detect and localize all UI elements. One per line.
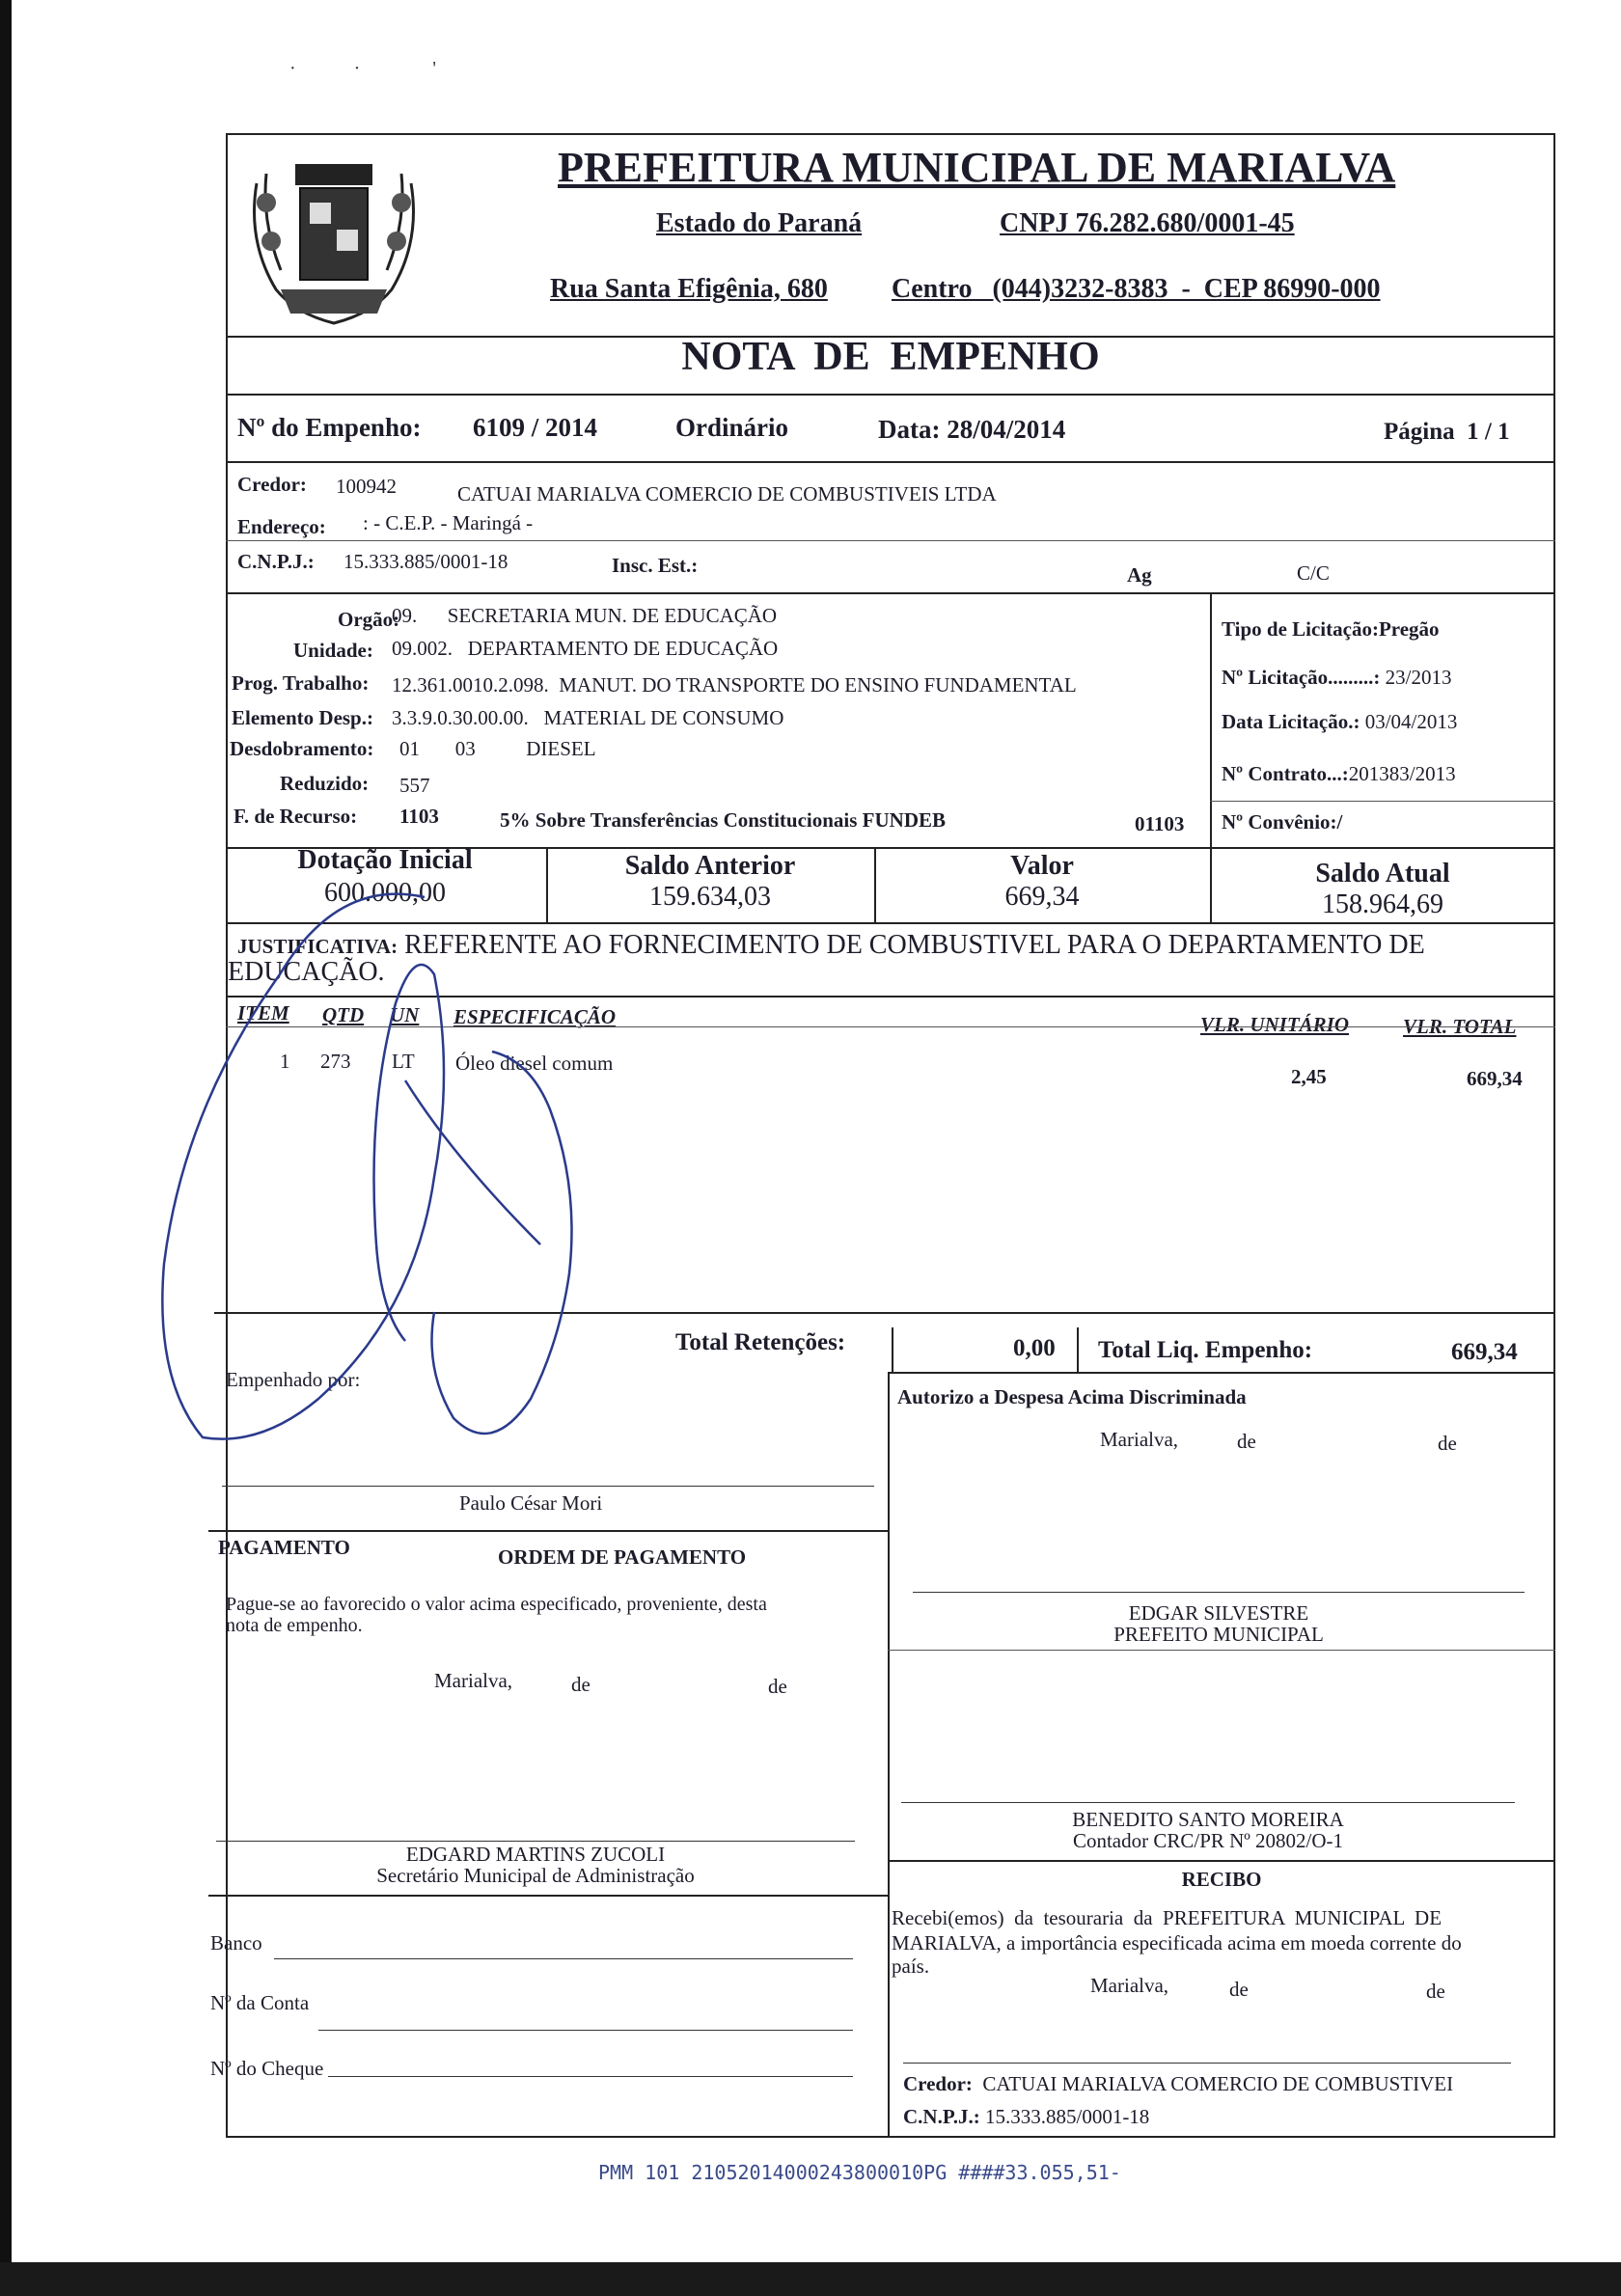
autorizo-marialva: Marialva, [1100, 1428, 1179, 1451]
autorizo-de-2: de [1438, 1432, 1457, 1455]
ordem-pagamento-label: ORDEM DE PAGAMENTO [498, 1545, 747, 1569]
liquido-value: 669,34 [1451, 1339, 1518, 1365]
item-unit: LT [392, 1050, 415, 1073]
secretario-cargo: Secretário Municipal de Administração [376, 1864, 695, 1887]
saldo-atual-label: Saldo Atual [1315, 859, 1450, 888]
valor-value: 669,34 [1004, 882, 1080, 912]
recibo-line-3: país. [892, 1954, 930, 1978]
banco-line [274, 1958, 853, 1959]
cheque-line [328, 2076, 853, 2077]
signature-line [216, 1841, 855, 1842]
divider [226, 540, 1555, 541]
divider [208, 1895, 890, 1897]
scan-marks: · · ' [289, 58, 436, 79]
divider [892, 1327, 893, 1372]
recibo-line-2: MARIALVA, a importância especificada acima em moeda corrente do [892, 1931, 1462, 1954]
scan-border-left [0, 0, 12, 2296]
item-qty: 273 [320, 1050, 351, 1073]
pague-text-2: nota de empenho. [226, 1615, 363, 1636]
licitacao-date-label: Data Licitação.: [1222, 710, 1360, 733]
licitacao-number-value: 23/2013 [1385, 666, 1452, 689]
convenio: Nº Convênio:/ [1222, 810, 1343, 834]
contrato-label: Nº Contrato...: [1222, 762, 1349, 785]
divider [1210, 592, 1212, 849]
page-number: Página 1 / 1 [1384, 419, 1510, 445]
recibo-de-1: de [1229, 1978, 1249, 2001]
municipality-title: PREFEITURA MUNICIPAL DE MARIALVA [558, 144, 1396, 191]
divider [1210, 801, 1555, 802]
prefeito-nome: EDGAR SILVESTRE [1128, 1601, 1309, 1625]
divider [888, 1650, 1555, 1651]
recurso-label: F. de Recurso: [234, 805, 358, 828]
credor-address: : - C.E.P. - Maringá - [363, 511, 534, 534]
divider [888, 1372, 1555, 1374]
orgao-value: 09. SECRETARIA MUN. DE EDUCAÇÃO [392, 604, 778, 627]
reduzido-label: Reduzido: [280, 772, 370, 795]
retencoes-value: 0,00 [1013, 1335, 1056, 1361]
reduzido-value: 557 [399, 774, 430, 797]
empenho-label: Nº do Empenho: [237, 413, 422, 442]
credor-label: Credor: [237, 473, 307, 496]
pagamento-label: PAGAMENTO [218, 1536, 350, 1559]
secretario-nome: EDGARD MARTINS ZUCOLI [405, 1843, 666, 1866]
prog-value: 12.361.0010.2.098. MANUT. DO TRANSPORTE DO ENSINO FUNDAMENTAL [392, 673, 1077, 697]
desdobramento-value: 01 03 DIESEL [399, 737, 596, 760]
elemento-value: 3.3.9.0.30.00.00. MATERIAL DE CONSUMO [392, 706, 784, 729]
cheque-label: Nº do Cheque [210, 2057, 324, 2080]
credor-cnpj: 15.333.885/0001-18 [343, 550, 508, 573]
unidade-value: 09.002. DEPARTAMENTO DE EDUCAÇÃO [392, 637, 779, 660]
licitacao-date [1222, 710, 1457, 734]
licitacao-number-label: Nº Licitação.........: [1222, 666, 1381, 689]
divider [226, 394, 1555, 396]
scan-border-bottom [0, 2262, 1621, 2296]
empenho-type: Ordinário [675, 413, 789, 442]
state-name: Estado do Paraná [656, 208, 863, 238]
cnpj-label: C.N.P.J.: [237, 550, 315, 573]
cc-label: C/C [1297, 561, 1330, 585]
pagamento-de-1: de [571, 1673, 591, 1696]
dotacao-label: Dotação Inicial [297, 845, 473, 875]
signature-line [903, 2063, 1511, 2064]
licitacao-number [1222, 666, 1452, 690]
justificativa-text-2: EDUCAÇÃO. [228, 957, 385, 987]
contrato-number [1222, 762, 1456, 786]
valor-label: Valor [1010, 851, 1074, 881]
recibo-credor [903, 2072, 1453, 2096]
item-spec: Óleo diesel comum [455, 1052, 614, 1075]
insc-label: Insc. Est.: [612, 554, 699, 577]
divider [208, 1530, 890, 1532]
recurso-code: 1103 [399, 805, 439, 828]
credor-name: CATUAI MARIALVA COMERCIO DE COMBUSTIVEIS LTDA [457, 482, 997, 506]
conta-line [318, 2030, 853, 2031]
saldo-atual-value: 158.964,69 [1322, 889, 1443, 919]
empenho-date: Data: 28/04/2014 [878, 415, 1066, 444]
justificativa-label: JUSTIFICATIVA: [237, 935, 398, 958]
desdobramento-label: Desdobramento: [230, 737, 374, 760]
elemento-label: Elemento Desp.: [232, 706, 373, 729]
divider [1077, 1327, 1079, 1372]
recibo-title: RECIBO [1181, 1868, 1262, 1891]
document-title: NOTA DE EMPENHO [681, 335, 1100, 379]
retencoes-label: Total Retenções: [675, 1329, 846, 1355]
recurso-description: 5% Sobre Transferências Constitucionais FUNDEB [500, 808, 947, 832]
autorizo-de-1: de [1237, 1430, 1256, 1453]
empenho-number: 6109 / 2014 [473, 413, 598, 442]
recibo-credor-label: Credor: [903, 2072, 973, 2095]
header-cnpj: CNPJ 76.282.680/0001-45 [1000, 208, 1295, 238]
ag-label: Ag [1127, 563, 1152, 587]
recibo-marialva: Marialva, [1090, 1974, 1169, 1997]
orgao-label: Orgão: [338, 608, 400, 631]
signature-line [901, 1802, 1515, 1803]
dotacao-value: 600.000,00 [324, 878, 446, 908]
signature-line [222, 1486, 874, 1487]
saldo-anterior-label: Saldo Anterior [624, 851, 796, 881]
pagamento-de-2: de [768, 1675, 787, 1698]
col-header-qtd: QTD [322, 1003, 365, 1026]
banco-label: Banco [210, 1931, 262, 1954]
divider [226, 592, 1555, 594]
item-unit-price: 2,45 [1291, 1065, 1327, 1088]
pague-text-1: Pague-se ao favorecido o valor acima especificado, proveniente, desta [226, 1594, 767, 1615]
unidade-label: Unidade: [293, 639, 373, 662]
item-number: 1 [280, 1050, 290, 1073]
footer-machine-code: PMM 101 21052014000243800010PG ####33.055,51- [598, 2161, 1121, 2184]
conta-label: Nº da Conta [210, 1991, 310, 2014]
recibo-credor-name: CATUAI MARIALVA COMERCIO DE COMBUSTIVEI [982, 2072, 1454, 2095]
signature-line [913, 1592, 1525, 1593]
address-label: Endereço: [237, 515, 326, 538]
liquido-label: Total Liq. Empenho: [1098, 1337, 1313, 1363]
licitacao-type [1222, 617, 1440, 642]
divider [888, 1372, 890, 2138]
justificativa-text-1: REFERENTE AO FORNECIMENTO DE COMBUSTIVEL PARA O DEPARTAMENTO DE [404, 930, 1425, 960]
col-header-item: ITEM [237, 1001, 289, 1025]
licitacao-date-value: 03/04/2013 [1364, 710, 1458, 733]
recurso-code-2: 01103 [1135, 812, 1185, 835]
recibo-cnpj-label: C.N.P.J.: [903, 2105, 980, 2128]
header-address: Rua Santa Efigênia, 680 [550, 274, 828, 304]
col-header-unit: VLR. UNITÁRIO [1200, 1013, 1350, 1036]
recibo-de-2: de [1426, 1980, 1445, 2003]
saldo-anterior-value: 159.634,03 [649, 882, 771, 912]
divider [226, 461, 1555, 463]
handwritten-signature-mark [145, 859, 589, 1476]
empenhado-nome: Paulo César Mori [459, 1491, 603, 1515]
prog-label: Prog. Trabalho: [232, 671, 370, 695]
col-header-un: UN [390, 1003, 420, 1026]
empenhado-label: Empenhado por: [226, 1368, 361, 1391]
header-contact: Centro (044)3232-8383 - CEP 86990-000 [892, 274, 1381, 304]
col-header-total: VLR. TOTAL [1403, 1015, 1517, 1038]
recibo-cnpj-value: 15.333.885/0001-18 [984, 2105, 1150, 2128]
municipal-crest-icon [237, 145, 430, 333]
autorizo-text: Autorizo a Despesa Acima Discriminada [897, 1385, 1247, 1408]
recibo-cnpj [903, 2105, 1149, 2129]
recibo-line-1: Recebi(emos) da tesouraria da PREFEITURA MUNICIPAL DE [892, 1906, 1442, 1929]
credor-code: 100942 [336, 475, 397, 498]
contador-cargo: Contador CRC/PR Nº 20802/O-1 [1072, 1829, 1344, 1852]
licitacao-type-text: Tipo de Licitação:Pregão [1222, 617, 1440, 641]
divider [888, 1860, 1555, 1862]
contador-nome: BENEDITO SANTO MOREIRA [1072, 1808, 1344, 1831]
pagamento-marialva: Marialva, [434, 1669, 513, 1692]
contrato-value: 201383/2013 [1348, 762, 1456, 785]
item-total-price: 669,34 [1467, 1067, 1523, 1090]
prefeito-cargo: PREFEITO MUNICIPAL [1113, 1623, 1324, 1646]
col-header-spec: ESPECIFICAÇÃO [453, 1005, 617, 1028]
